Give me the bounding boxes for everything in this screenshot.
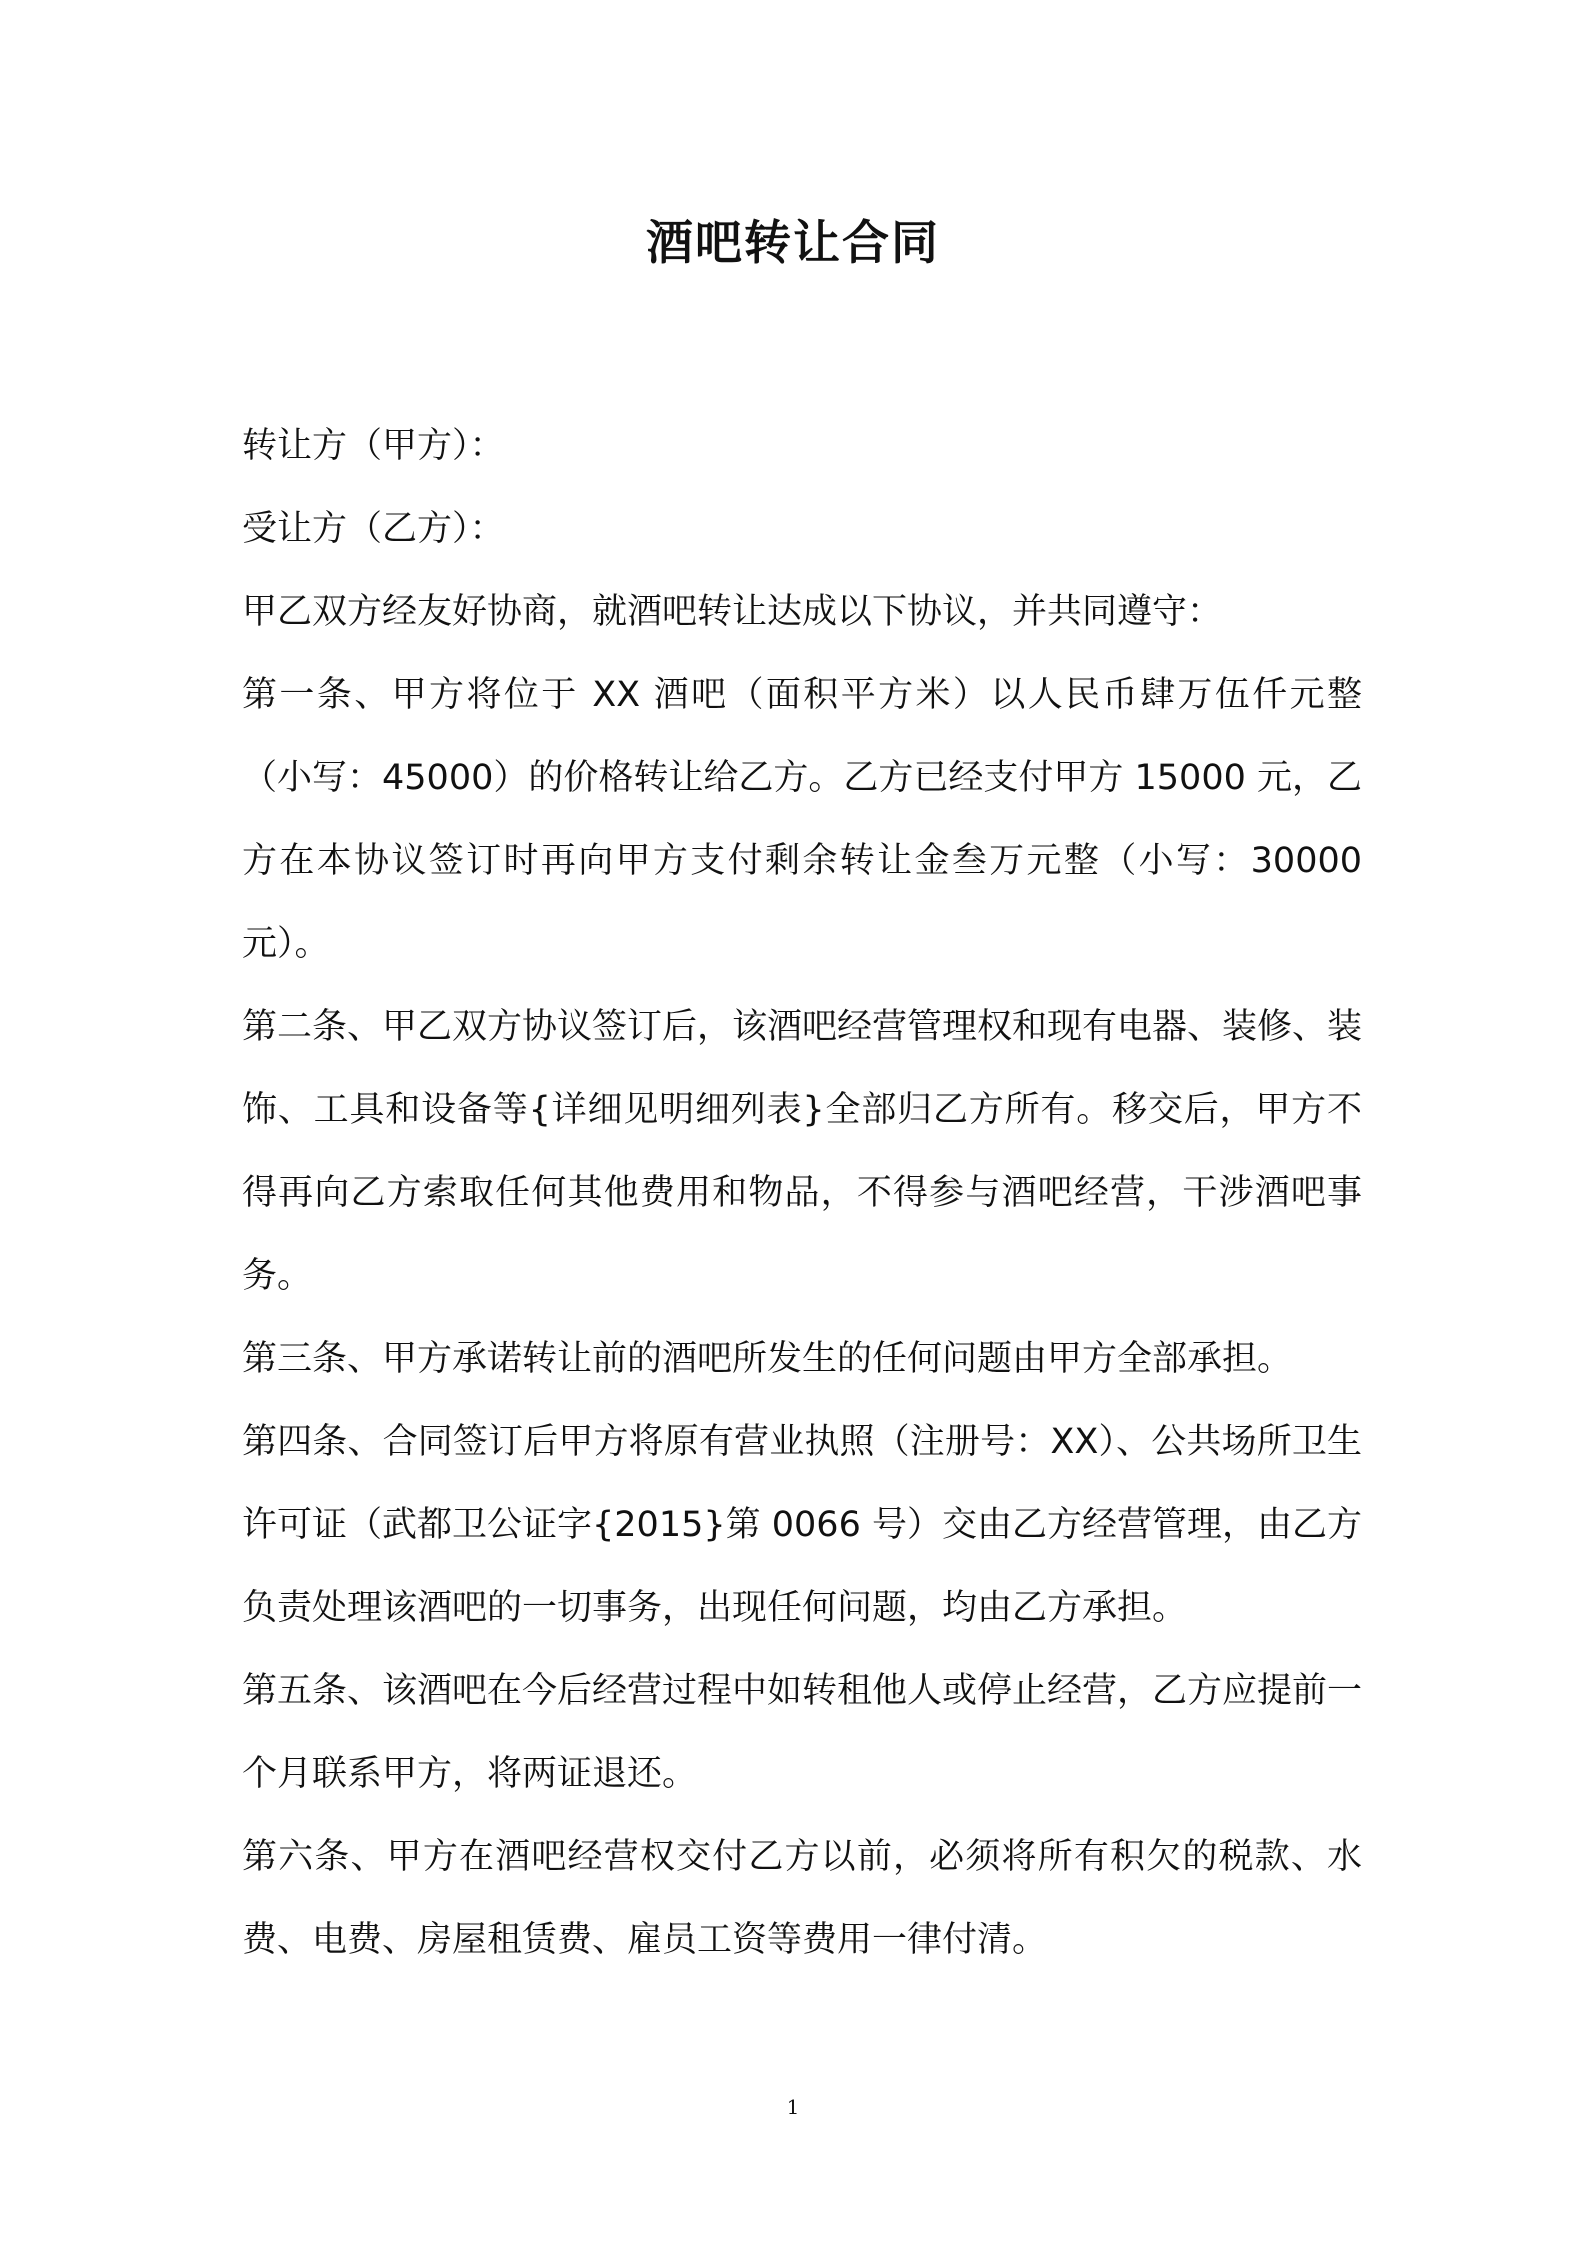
preamble-paragraph: 甲乙双方经友好协商，就酒吧转让达成以下协议，并共同遵守： — [242, 592, 1223, 632]
party-a-line: 转让方（甲方）： — [242, 426, 505, 466]
article-3-paragraph: 第三条、甲方承诺转让前的酒吧所发生的任何问题由甲方全部承担。 — [242, 1339, 1293, 1379]
document-body — [242, 405, 1362, 1982]
document-title: 酒吧转让合同 — [646, 216, 940, 271]
article-2-paragraph: 第二条、甲乙双方协议签订后，该酒吧经营管理权和现有电器、装修、装饰、工具和设备等{详细见明细列表}全部归乙方所有。移交后，甲方不得再向乙方索取任何其他费用和物品，不得参与酒吧经营，干涉酒吧事务。 — [242, 1007, 1363, 1296]
party-b-line: 受让方（乙方）： — [242, 509, 505, 549]
article-5-paragraph: 第五条、该酒吧在今后经营过程中如转租他人或停止经营，乙方应提前一个月联系甲方，将两证退还。 — [242, 1671, 1363, 1794]
article-4-paragraph: 第四条、合同签订后甲方将原有营业执照（注册号：XX）、公共场所卫生许可证（武都卫公证字{2015}第 0066 号）交由乙方经营管理，由乙方负责处理该酒吧的一切事务，出现任何问题，均由乙方承担。 — [242, 1422, 1362, 1628]
article-1-paragraph: 第一条、甲方将位于 XX 酒吧（面积平方米）以人民币肆万伍仟元整（小写：45000）的价格转让给乙方。乙方已经支付甲方 15000 元，乙方在本协议签订时再向甲方支付剩余转让金叁万元整（小写：30000 元）。 — [242, 675, 1362, 964]
article-6-paragraph: 第六条、甲方在酒吧经营权交付乙方以前，必须将所有积欠的税款、水费、电费、房屋租赁费、雇员工资等费用一律付清。 — [242, 1837, 1362, 1960]
page-number: 1 — [786, 2095, 800, 2119]
